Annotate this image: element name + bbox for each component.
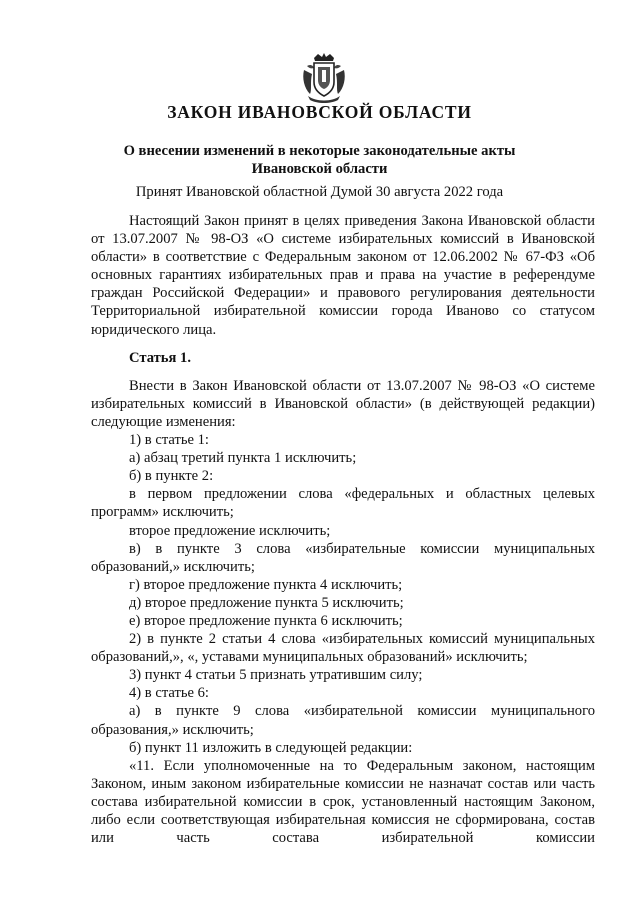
list-item: б) пункт 11 изложить в следующей редакции: (129, 739, 413, 756)
quoted-paragraph: «11. Если уполномоченные на то Федеральным законом, настоящим Законом, иным законом избирательные комиссии не назначат состав или часть состава избирательной комиссии в срок, установленный настоящим Законом, либо если соответствующая избирательная комиссия не сформирована, состав или часть состава избирательной комиссии (91, 757, 595, 847)
list-item: 1) в статье 1: (129, 432, 209, 449)
list-item: 4) в статье 6: (129, 685, 209, 702)
preamble-paragraph: Настоящий Закон принят в целях приведения Закона Ивановской области от 13.07.2007 № 98-ОЗ «О системе избирательных комиссий в Ивановской области» в соответствие с Федеральным законом от 12.06.2002 № 67-ФЗ «Об основных гарантиях избирательных прав и права на участие в референдуме граждан Российской Федерации» и правового регулирования деятельности Территориальной избирательной комиссии города Иваново со статусом юридического лица. (91, 213, 595, 338)
list-item: б) в пункте 2: (129, 468, 214, 485)
law-title: ЗАКОН ИВАНОВСКОЙ ОБЛАСТИ (167, 102, 472, 122)
list-item: второе предложение исключить; (129, 522, 331, 539)
law-body (91, 212, 595, 847)
law-subtitle (0, 142, 639, 178)
list-item: 2) в пункте 2 статьи 4 слова «избирательных комиссий муниципальных образований,», «, уставами муниципальных образований» исключить; (91, 631, 595, 666)
list-item: г) второе предложение пункта 4 исключить; (129, 576, 403, 593)
list-item: е) второе предложение пункта 6 исключить; (129, 612, 403, 629)
article-heading: Статья 1. (129, 349, 191, 366)
law-subtitle-line2: Ивановской области (251, 161, 388, 177)
article-intro: Внести в Закон Ивановской области от 13.07.2007 № 98-ОЗ «О системе избирательных комиссий в Ивановской области» (в действующей редакции) следующие изменения: (91, 377, 595, 430)
list-item: 3) пункт 4 статьи 5 признать утратившим силу; (129, 667, 423, 684)
list-item: а) абзац третий пункта 1 исключить; (129, 450, 357, 467)
list-item: а) в пункте 9 слова «избирательной комиссии муниципального образования,» исключить; (91, 703, 595, 738)
law-subtitle-line1: О внесении изменений в некоторые законодательные акты (123, 143, 516, 159)
coat-of-arms-icon (300, 52, 348, 104)
list-item: д) второе предложение пункта 5 исключить; (129, 594, 404, 611)
adoption-note: Принят Ивановской областной Думой 30 августа 2022 года (135, 184, 504, 200)
list-item: в первом предложении слова «федеральных и областных целевых программ» исключить; (91, 486, 595, 521)
list-item: в) в пункте 3 слова «избирательные комиссии муниципальных образований,» исключить; (91, 540, 595, 575)
